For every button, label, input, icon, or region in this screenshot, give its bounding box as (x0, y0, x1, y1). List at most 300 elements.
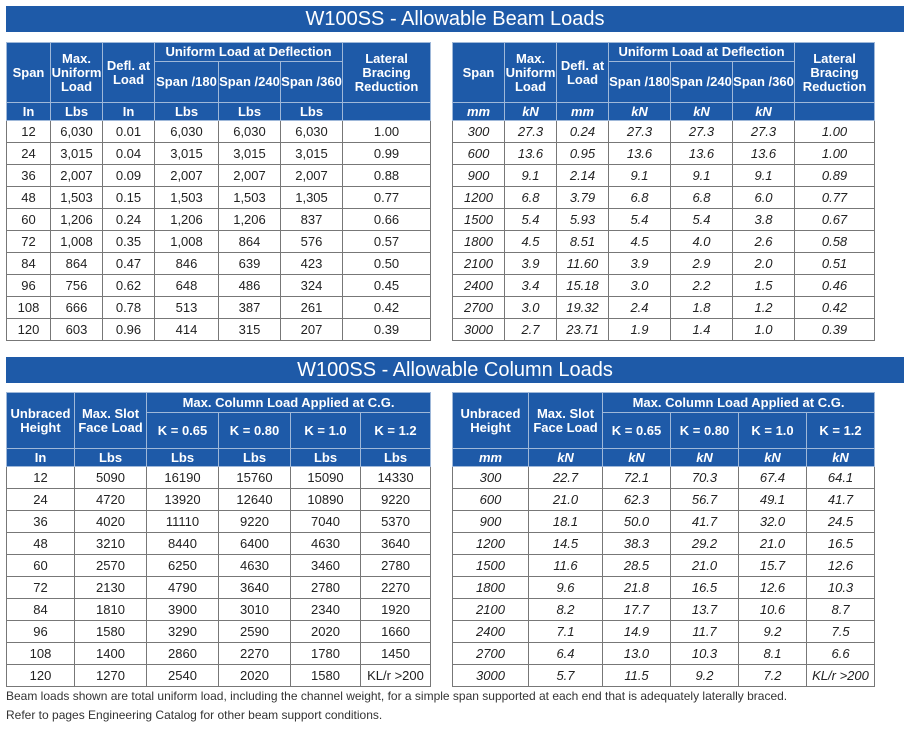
table-cell: 600 (453, 489, 529, 511)
table-cell: 5.93 (557, 209, 609, 231)
table-cell: 846 (155, 253, 219, 275)
table-row (7, 533, 431, 555)
table-cell: 72 (7, 577, 75, 599)
col-header-span-180: Span /180 (609, 62, 671, 103)
table-cell: 0.50 (343, 253, 431, 275)
table-cell: 864 (51, 253, 103, 275)
table-cell: 108 (7, 643, 75, 665)
table-cell: 12 (7, 121, 51, 143)
table-cell: 2100 (453, 253, 505, 275)
table-cell: 0.46 (795, 275, 875, 297)
table-cell: 1660 (361, 621, 431, 643)
table-cell: 67.4 (739, 467, 807, 489)
table-cell: 64.1 (807, 467, 875, 489)
col-header-span: Span (7, 43, 51, 103)
table-cell: 36 (7, 511, 75, 533)
col-header-k065: K = 0.65 (147, 413, 219, 449)
table-cell: 1800 (453, 577, 529, 599)
col-header-lateral-bracing: Lateral Bracing Reduction (795, 43, 875, 103)
table-cell: 10890 (291, 489, 361, 511)
table-row (453, 121, 875, 143)
table-row (7, 467, 431, 489)
table-cell: 15090 (291, 467, 361, 489)
table-cell: 6,030 (51, 121, 103, 143)
table-cell: 27.3 (733, 121, 795, 143)
table-cell: 8.7 (807, 599, 875, 621)
table-cell: 49.1 (739, 489, 807, 511)
table-cell: 0.42 (343, 297, 431, 319)
col-header-lateral-bracing: Lateral Bracing Reduction (343, 43, 431, 103)
table-cell: 3.79 (557, 187, 609, 209)
table-cell: 2400 (453, 275, 505, 297)
col-header-deflection: Defl. at Load (557, 43, 609, 103)
table-cell: 5.4 (505, 209, 557, 231)
table-cell: 7.1 (529, 621, 603, 643)
table-cell: 9220 (219, 511, 291, 533)
table-cell: 1,503 (51, 187, 103, 209)
table-cell: 1,206 (219, 209, 281, 231)
table-cell: 14330 (361, 467, 431, 489)
col-header-k120: K = 1.2 (807, 413, 875, 449)
table-cell: 14.5 (529, 533, 603, 555)
unit-cell: kN (505, 103, 557, 121)
table-row (453, 621, 875, 643)
table-cell: 4020 (75, 511, 147, 533)
table-cell: 756 (51, 275, 103, 297)
col-header-k080: K = 0.80 (671, 413, 739, 449)
table-cell: 0.04 (103, 143, 155, 165)
table-cell: 120 (7, 319, 51, 341)
table-cell: 0.51 (795, 253, 875, 275)
table-row (7, 231, 431, 253)
table-cell: 600 (453, 143, 505, 165)
table-cell: 639 (219, 253, 281, 275)
unit-cell: kN (529, 449, 603, 467)
table-cell: 7.2 (739, 665, 807, 687)
table-cell: 1200 (453, 533, 529, 555)
table-cell: 9.2 (671, 665, 739, 687)
table-cell: 41.7 (671, 511, 739, 533)
table-cell: 0.47 (103, 253, 155, 275)
col-header-span-180: Span /180 (155, 62, 219, 103)
table-cell: 16190 (147, 467, 219, 489)
table-cell: 108 (7, 297, 51, 319)
table-cell: 6,030 (155, 121, 219, 143)
table-cell: 21.8 (603, 577, 671, 599)
table-cell: 837 (281, 209, 343, 231)
table-cell: 6,030 (219, 121, 281, 143)
table-cell: 13.6 (505, 143, 557, 165)
table-cell: 2860 (147, 643, 219, 665)
table-cell: 13.6 (671, 143, 733, 165)
table-cell: 96 (7, 275, 51, 297)
table-cell: 3.0 (609, 275, 671, 297)
table-cell: 11.60 (557, 253, 609, 275)
column-loads-imperial-table (6, 392, 431, 687)
unit-cell: mm (557, 103, 609, 121)
table-cell: 2.14 (557, 165, 609, 187)
table-cell: 15760 (219, 467, 291, 489)
table-cell: 13920 (147, 489, 219, 511)
col-header-max-slot-face-load: Max. Slot Face Load (75, 393, 147, 449)
table-cell: 0.24 (103, 209, 155, 231)
table-cell: 2400 (453, 621, 529, 643)
table-cell: 4.5 (609, 231, 671, 253)
table-cell: 2.2 (671, 275, 733, 297)
unit-cell: mm (453, 449, 529, 467)
table-cell: 6.4 (529, 643, 603, 665)
unit-cell: In (7, 449, 75, 467)
table-cell: 120 (7, 665, 75, 687)
table-cell: 21.0 (671, 555, 739, 577)
table-cell: 3290 (147, 621, 219, 643)
table-cell: 1500 (453, 209, 505, 231)
table-cell: 1580 (291, 665, 361, 687)
table-cell: 5.4 (609, 209, 671, 231)
table-cell: 2780 (361, 555, 431, 577)
table-cell: 16.5 (671, 577, 739, 599)
table-cell: 2,007 (155, 165, 219, 187)
table-cell: 2020 (291, 621, 361, 643)
table-cell: 70.3 (671, 467, 739, 489)
table-cell: 0.39 (795, 319, 875, 341)
table-cell: 11.7 (671, 621, 739, 643)
table-row (7, 643, 431, 665)
table-cell: 2570 (75, 555, 147, 577)
table-cell: 72 (7, 231, 51, 253)
table-row (453, 489, 875, 511)
table-cell: 2020 (219, 665, 291, 687)
table-cell: 1.0 (733, 319, 795, 341)
table-cell: 8.1 (739, 643, 807, 665)
table-cell: 50.0 (603, 511, 671, 533)
table-cell: 0.24 (557, 121, 609, 143)
table-cell: 0.58 (795, 231, 875, 253)
table-cell: 3.9 (505, 253, 557, 275)
table-cell: 1200 (453, 187, 505, 209)
table-cell: 9.2 (739, 621, 807, 643)
table-cell: 3.8 (733, 209, 795, 231)
table-row (453, 209, 875, 231)
table-cell: 3.4 (505, 275, 557, 297)
table-cell: 864 (219, 231, 281, 253)
table-cell: 12.6 (807, 555, 875, 577)
table-cell: 13.7 (671, 599, 739, 621)
table-cell: 7.5 (807, 621, 875, 643)
table-cell: 62.3 (603, 489, 671, 511)
table-cell: 10.6 (739, 599, 807, 621)
table-cell: 56.7 (671, 489, 739, 511)
table-cell: 48 (7, 533, 75, 555)
table-cell: 3000 (453, 319, 505, 341)
table-cell: 7040 (291, 511, 361, 533)
table-cell: 1270 (75, 665, 147, 687)
table-cell: 900 (453, 165, 505, 187)
table-cell: 60 (7, 555, 75, 577)
table-row (453, 467, 875, 489)
table-cell: 1500 (453, 555, 529, 577)
table-cell: 4630 (219, 555, 291, 577)
col-header-k080: K = 0.80 (219, 413, 291, 449)
table-cell: 3900 (147, 599, 219, 621)
col-header-span-240: Span /240 (671, 62, 733, 103)
unit-cell: kN (609, 103, 671, 121)
unit-cell: Lbs (75, 449, 147, 467)
table-cell: 3.0 (505, 297, 557, 319)
table-cell: 21.0 (529, 489, 603, 511)
table-row (453, 599, 875, 621)
col-header-max-slot-face-load: Max. Slot Face Load (529, 393, 603, 449)
table-cell: 387 (219, 297, 281, 319)
table-cell: 1800 (453, 231, 505, 253)
beam-loads-imperial-table (6, 42, 431, 341)
table-cell: 0.95 (557, 143, 609, 165)
table-cell: 648 (155, 275, 219, 297)
column-loads-metric-table (452, 392, 875, 687)
unit-cell: Lbs (281, 103, 343, 121)
table-cell: 6,030 (281, 121, 343, 143)
table-cell: 6.0 (733, 187, 795, 209)
table-cell: 0.35 (103, 231, 155, 253)
table-cell: 16.5 (807, 533, 875, 555)
table-cell: 1,305 (281, 187, 343, 209)
table-cell: 2270 (219, 643, 291, 665)
table-cell: 2700 (453, 297, 505, 319)
table-row (7, 121, 431, 143)
table-row (7, 275, 431, 297)
table-cell: 0.77 (795, 187, 875, 209)
table-cell: 11.5 (603, 665, 671, 687)
table-cell: 6.6 (807, 643, 875, 665)
col-header-max-uniform-load: Max. Uniform Load (51, 43, 103, 103)
table-cell: 1,008 (155, 231, 219, 253)
table-cell: 60 (7, 209, 51, 231)
table-cell: 3,015 (51, 143, 103, 165)
table-cell: 0.45 (343, 275, 431, 297)
table-row (7, 555, 431, 577)
table-cell: 9.1 (733, 165, 795, 187)
table-cell: 324 (281, 275, 343, 297)
table-cell: 27.3 (505, 121, 557, 143)
table-cell: 0.78 (103, 297, 155, 319)
col-header-column-load-group: Max. Column Load Applied at C.G. (147, 393, 431, 413)
col-header-k120: K = 1.2 (361, 413, 431, 449)
unit-cell: In (7, 103, 51, 121)
table-row (453, 253, 875, 275)
table-cell: 2340 (291, 599, 361, 621)
col-header-span: Span (453, 43, 505, 103)
table-cell: 1.2 (733, 297, 795, 319)
unit-cell: kN (733, 103, 795, 121)
table-cell: 2100 (453, 599, 529, 621)
table-cell: 5.7 (529, 665, 603, 687)
table-cell: 1.8 (671, 297, 733, 319)
unit-cell: Lbs (219, 103, 281, 121)
table-cell: 6.8 (671, 187, 733, 209)
unit-cell: Lbs (291, 449, 361, 467)
table-cell: 2,007 (219, 165, 281, 187)
table-row (453, 165, 875, 187)
table-cell: 3460 (291, 555, 361, 577)
table-cell: 24.5 (807, 511, 875, 533)
table-cell: 0.89 (795, 165, 875, 187)
table-cell: 9.1 (671, 165, 733, 187)
table-cell: 1810 (75, 599, 147, 621)
table-row (453, 511, 875, 533)
table-row (7, 577, 431, 599)
table-row (453, 275, 875, 297)
table-cell: 414 (155, 319, 219, 341)
table-cell: 8.51 (557, 231, 609, 253)
table-cell: 9.1 (609, 165, 671, 187)
unit-cell: mm (453, 103, 505, 121)
table-cell: 0.57 (343, 231, 431, 253)
col-header-k065: K = 0.65 (603, 413, 671, 449)
table-cell: 0.39 (343, 319, 431, 341)
table-cell: 2270 (361, 577, 431, 599)
table-cell: 19.32 (557, 297, 609, 319)
table-cell: 300 (453, 121, 505, 143)
table-cell: 8440 (147, 533, 219, 555)
table-cell: 4720 (75, 489, 147, 511)
table-cell: 0.96 (103, 319, 155, 341)
table-cell: 15.7 (739, 555, 807, 577)
table-cell: 84 (7, 253, 51, 275)
table-cell: 1,008 (51, 231, 103, 253)
table-cell: 3010 (219, 599, 291, 621)
table-cell: 3,015 (219, 143, 281, 165)
table-cell: 28.5 (603, 555, 671, 577)
col-header-span-360: Span /360 (281, 62, 343, 103)
table-cell: 2,007 (281, 165, 343, 187)
table-cell: 27.3 (609, 121, 671, 143)
unit-cell: Lbs (147, 449, 219, 467)
table-cell: 27.3 (671, 121, 733, 143)
table-cell: 12640 (219, 489, 291, 511)
table-cell: 2.6 (733, 231, 795, 253)
table-cell: 10.3 (671, 643, 739, 665)
col-header-unbraced-height: Unbraced Height (7, 393, 75, 449)
table-cell: 6.8 (609, 187, 671, 209)
unit-cell: kN (603, 449, 671, 467)
table-cell: 5.4 (671, 209, 733, 231)
beam-table-title: W100SS - Allowable Beam Loads (6, 6, 904, 32)
column-table-title: W100SS - Allowable Column Loads (6, 357, 904, 383)
table-row (453, 187, 875, 209)
table-cell: 8.2 (529, 599, 603, 621)
col-header-k100: K = 1.0 (291, 413, 361, 449)
table-row (7, 253, 431, 275)
table-cell: 3640 (361, 533, 431, 555)
table-cell: 4630 (291, 533, 361, 555)
table-cell: 13.0 (603, 643, 671, 665)
table-cell: 12.6 (739, 577, 807, 599)
table-cell: 14.9 (603, 621, 671, 643)
table-cell: KL/r >200 (361, 665, 431, 687)
table-row (7, 319, 431, 341)
table-cell: 6400 (219, 533, 291, 555)
table-row (453, 143, 875, 165)
table-cell: 2.0 (733, 253, 795, 275)
table-row (7, 297, 431, 319)
table-row (453, 533, 875, 555)
table-cell: 1,503 (219, 187, 281, 209)
table-cell: 4.0 (671, 231, 733, 253)
unit-cell: Lbs (51, 103, 103, 121)
table-cell: 1,206 (155, 209, 219, 231)
table-cell: 21.0 (739, 533, 807, 555)
table-cell: 2700 (453, 643, 529, 665)
table-cell: 5370 (361, 511, 431, 533)
table-cell: 315 (219, 319, 281, 341)
table-cell: 1.00 (795, 143, 875, 165)
table-cell: 423 (281, 253, 343, 275)
table-cell: 48 (7, 187, 51, 209)
table-cell: 0.09 (103, 165, 155, 187)
table-cell: 1450 (361, 643, 431, 665)
table-cell: 23.71 (557, 319, 609, 341)
table-row (7, 165, 431, 187)
table-row (7, 665, 431, 687)
table-cell: 11.6 (529, 555, 603, 577)
unit-cell: kN (807, 449, 875, 467)
table-row (453, 555, 875, 577)
table-cell: 603 (51, 319, 103, 341)
table-cell: 36 (7, 165, 51, 187)
col-header-column-load-group: Max. Column Load Applied at C.G. (603, 393, 875, 413)
col-header-span-360: Span /360 (733, 62, 795, 103)
table-row (453, 577, 875, 599)
table-row (453, 319, 875, 341)
table-row (7, 143, 431, 165)
table-cell: 1.00 (343, 121, 431, 143)
table-row (453, 297, 875, 319)
table-row (7, 511, 431, 533)
footnote-beam-loads: Beam loads shown are total uniform load, including the channel weight, for a simple span supported at each end that is adequately laterally braced. (6, 689, 788, 703)
table-cell: 2130 (75, 577, 147, 599)
table-cell: 24 (7, 143, 51, 165)
table-cell: 0.66 (343, 209, 431, 231)
table-cell: 2780 (291, 577, 361, 599)
col-header-unbraced-height: Unbraced Height (453, 393, 529, 449)
table-cell: 2.9 (671, 253, 733, 275)
table-cell: 3640 (219, 577, 291, 599)
beam-loads-metric-table (452, 42, 875, 341)
table-cell: 29.2 (671, 533, 739, 555)
table-cell: 486 (219, 275, 281, 297)
table-cell: 1,206 (51, 209, 103, 231)
table-cell: 84 (7, 599, 75, 621)
table-cell: 3,015 (155, 143, 219, 165)
unit-cell: Lbs (219, 449, 291, 467)
table-row (7, 489, 431, 511)
table-cell: 0.01 (103, 121, 155, 143)
table-cell: 261 (281, 297, 343, 319)
footnote-refer-catalog: Refer to pages Engineering Catalog for other beam support conditions. (6, 708, 383, 722)
table-cell: 17.7 (603, 599, 671, 621)
table-cell: 9.6 (529, 577, 603, 599)
table-cell: KL/r >200 (807, 665, 875, 687)
table-cell: 2.7 (505, 319, 557, 341)
table-cell: 72.1 (603, 467, 671, 489)
table-cell: 0.77 (343, 187, 431, 209)
table-cell: 1920 (361, 599, 431, 621)
table-cell: 207 (281, 319, 343, 341)
table-row (7, 621, 431, 643)
table-cell: 3210 (75, 533, 147, 555)
unit-cell: kN (671, 449, 739, 467)
table-cell: 0.67 (795, 209, 875, 231)
